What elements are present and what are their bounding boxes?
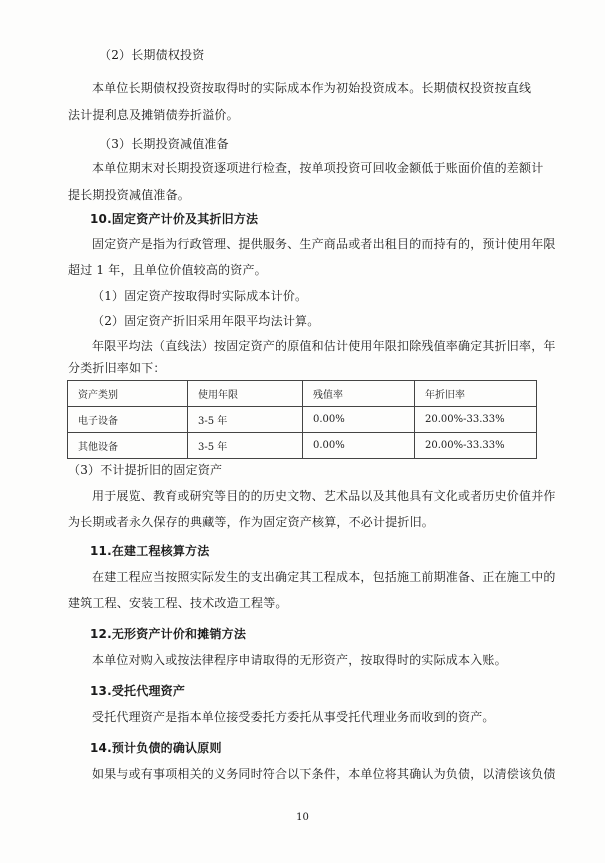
table-cell: 0.00% [303, 433, 415, 459]
paragraph-line: 受托代理资产是指本单位接受委托方委托从事受托代理业务而收到的资产。 [92, 710, 495, 724]
paragraph-line: 法计提利息及摊销债券折溢价。 [68, 108, 239, 122]
table-header-cell: 使用年限 [188, 381, 303, 407]
table-row [68, 433, 537, 459]
paragraph-line: 如果与或有事项相关的义务同时符合以下条件，本单位将其确认为负债，以清偿该负债 [92, 767, 556, 781]
section-heading-intangible-assets: 12.无形资产计价和摊销方法 [90, 627, 247, 641]
paragraph-line: 本单位对购入或按法律程序申请取得的无形资产，按取得时的实际成本入账。 [92, 653, 507, 667]
paragraph-line: 为长期或者永久保存的典藏等，作为固定资产核算，不必计提折旧。 [68, 515, 435, 529]
list-item: （1）固定资产按取得时实际成本计价。 [92, 289, 308, 303]
table-row [68, 407, 537, 433]
page-number: 10 [296, 812, 309, 823]
list-item: （2）固定资产折旧采用年限平均法计算。 [92, 314, 320, 328]
paragraph-line: 超过 1 年，且单位价值较高的资产。 [68, 263, 267, 277]
table-cell: 3-5 年 [188, 433, 303, 459]
paragraph-line: 用于展览、教育或研究等目的的历史文物、艺术品以及其他具有文化或者历史价值并作 [92, 489, 556, 503]
table-header-cell: 残值率 [303, 381, 415, 407]
table-cell: 其他设备 [68, 433, 188, 459]
paragraph-line: 建筑工程、安装工程、技术改造工程等。 [68, 596, 288, 610]
table-cell: 20.00%-33.33% [415, 407, 537, 433]
paragraph-line: 年限平均法（直线法）按固定资产的原值和估计使用年限扣除残值率确定其折旧率，年 [92, 339, 556, 353]
subsection-heading-long-term-debt-investment: （2）长期债权投资 [99, 48, 205, 62]
paragraph-line: 本单位期末对长期投资逐项进行检查，按单项投资可回收金额低于账面价值的差额计 [92, 161, 544, 175]
section-heading-entrusted-assets: 13.受托代理资产 [90, 684, 186, 698]
table-cell: 电子设备 [68, 407, 188, 433]
table-cell: 3-5 年 [188, 407, 303, 433]
table-cell: 20.00%-33.33% [415, 433, 537, 459]
depreciation-rate-table [67, 380, 537, 459]
section-heading-construction-in-progress: 11.在建工程核算方法 [90, 544, 210, 558]
section-heading-estimated-liabilities: 14.预计负债的确认原则 [90, 741, 222, 755]
table-header-cell: 资产类别 [68, 381, 188, 407]
list-item: （3）不计提折旧的固定资产 [68, 463, 223, 477]
paragraph-line: 本单位长期债权投资按取得时的实际成本作为初始投资成本。长期债权投资按直线 [92, 81, 532, 95]
section-heading-fixed-assets: 10.固定资产计价及其折旧方法 [90, 212, 259, 226]
paragraph-line: 分类折旧率如下： [68, 361, 166, 375]
table-cell: 0.00% [303, 407, 415, 433]
table-header-row [68, 381, 537, 407]
subsection-heading-impairment-provision: （3）长期投资减值准备 [99, 137, 229, 151]
paragraph-line: 固定资产是指为行政管理、提供服务、生产商品或者出租目的而持有的，预计使用年限 [92, 237, 556, 251]
table-header-cell: 年折旧率 [415, 381, 537, 407]
paragraph-line: 提长期投资减值准备。 [68, 188, 191, 202]
paragraph-line: 在建工程应当按照实际发生的支出确定其工程成本，包括施工前期准备、正在施工中的 [92, 570, 556, 584]
